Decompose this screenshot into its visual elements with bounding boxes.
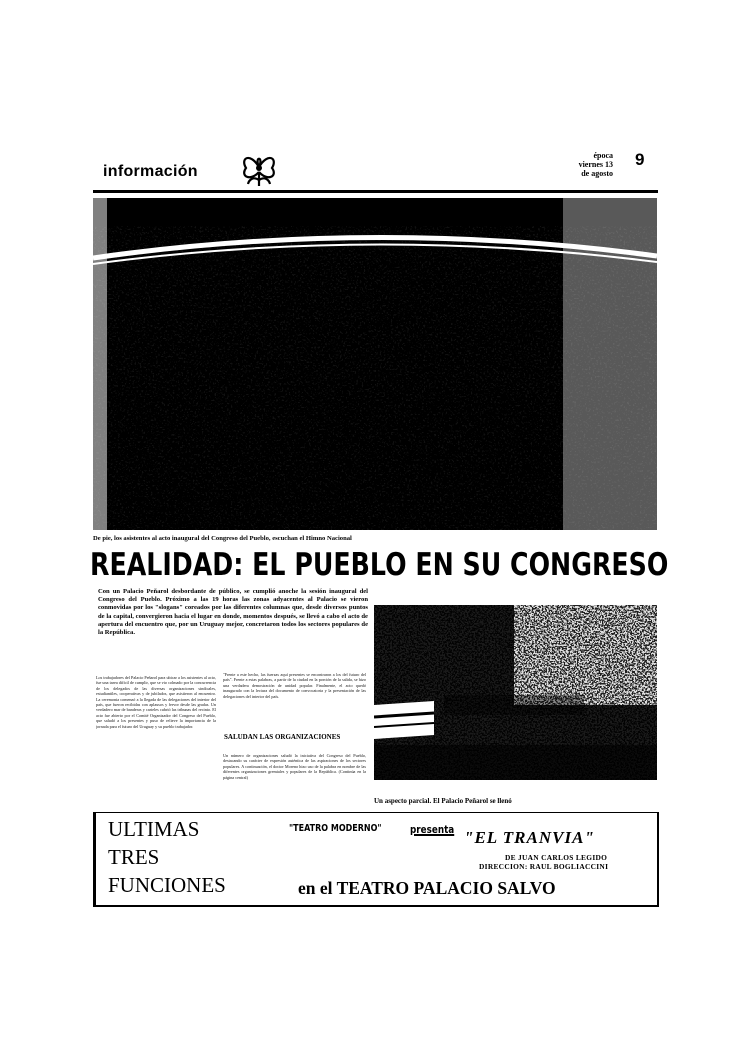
body-column: Los trabajadores del Palacio Peñarol para ubicar a los asistentes al acto, fue una tarea difícil de cumplir, que se vio colmado por la concurrencia de los delegados de las diversas organizaciones sindicales, estudiantiles, cooperativas y de jubilados, que asistieron al encuentro. La ceremonia comenzó a la llegada de las delegaciones del interior del país, que fueron recibidas con aplausos y fervor desde las gradas. Un verdadero mar de banderas y carteles cubrió las tribunas del recinto. El acto fue abierto por el Comité Organizador del Congreso del Pueblo, que saludó a los presentes y puso de relieve la importancia de la jornada para el futuro del Uruguay y su pueblo trabajador. xyxy=(96,675,216,729)
date-line: viernes 13 xyxy=(578,160,613,169)
crowd-photo xyxy=(93,198,657,530)
ad-text-line: FUNCIONES xyxy=(108,873,226,897)
ad-credit-author: DE JUAN CARLOS LEGIDO xyxy=(505,853,608,862)
ad-theatre-name: "TEATRO MODERNO" xyxy=(289,823,382,834)
section-label: información xyxy=(103,163,198,180)
subheading: SALUDAN LAS ORGANIZACIONES xyxy=(224,733,341,741)
stage-photo xyxy=(374,605,657,780)
page-number: 9 xyxy=(635,150,645,169)
page-title: REALIDAD: EL PUEBLO EN SU CONGRESO xyxy=(90,547,669,583)
ad-text-line: TRES xyxy=(108,845,160,869)
date-line: de agosto xyxy=(581,169,613,178)
date-line: época xyxy=(593,151,613,160)
flower-logo-icon xyxy=(236,146,282,188)
ad-credit-direction: DIRECCION: RAUL BOGLIACCINI xyxy=(479,862,609,871)
header-rule xyxy=(93,190,658,193)
ad-presenta: presenta xyxy=(410,823,455,836)
body-column: "Frente a este hecho, las fuerzas aquí presentes se encontraron a los del futuro del país". Frente a estas palabras, a partir de la ciudad en la porción de la salida, se hizo una verdadera demostración de unidad popular. Finalmente, el acto quedó inaugurado con la lectura del documento de convocatoria y la presentación de las delegaciones del interior del país. xyxy=(223,672,366,699)
body-column: Un número de organizaciones saludó la iniciativa del Congreso del Pueblo, destacando su carácter de expresión auténtica de las aspiraciones de los sectores populares. A continuación, el doctor Moreno hizo uso de la palabra en nombre de las diferentes organizaciones gremiales y populares de la República. (Continúa en la página central) xyxy=(223,753,366,780)
ad-text-line: ULTIMAS xyxy=(108,817,200,841)
lede-paragraph: Con un Palacio Peñarol desbordante de público, se cumplió anoche la sesión inaugural del Congreso del Pueblo. Próximo a las 19 horas las zonas adyacentes al Palacio se vieron conmovidas por los "slogans" coreados por las diferentes columnas que, desde diversos puntos de la capital, convergieron hacia el lugar en donde, momentos después, se llevó a cabo el acto de apertura del encuentro que, por un Uruguay mejor, concretaron todos los sectores populares de la República. xyxy=(98,588,368,637)
stage-photo-caption: Un aspecto parcial. El Palacio Peñarol se llenó xyxy=(374,797,512,805)
main-photo-caption: De pie, los asistentes al acto inaugural del Congreso del Pueblo, escuchan el Himno Nacional xyxy=(93,535,352,542)
issue-date xyxy=(556,151,613,178)
ad-play-title: "EL TRANVIA" xyxy=(464,828,595,847)
ad-venue: en el TEATRO PALACIO SALVO xyxy=(298,878,556,898)
